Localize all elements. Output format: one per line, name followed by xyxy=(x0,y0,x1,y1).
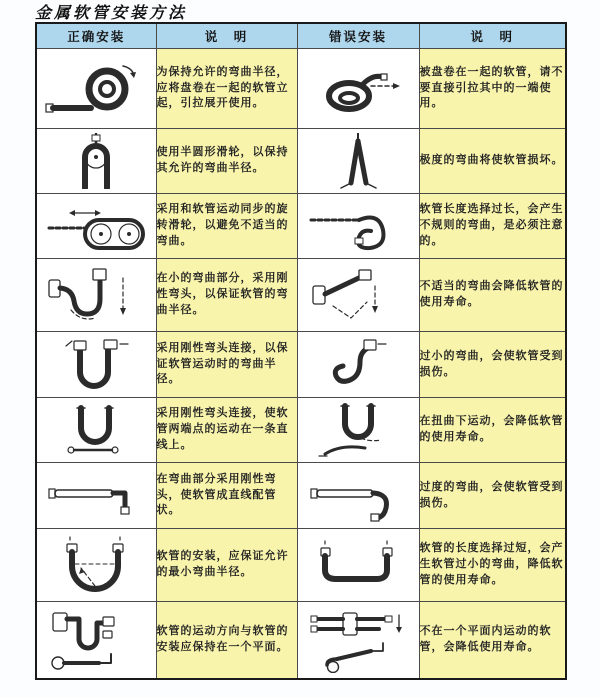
correct-note: 采用刚性弯头连接，以保证软管运动时的弯曲半径。 xyxy=(156,332,297,398)
table-row xyxy=(36,529,566,602)
synchronized-rotating-pulleys-icon xyxy=(41,198,151,254)
minimum-bend-radius-u-icon xyxy=(41,534,151,596)
wrong-image-cell xyxy=(297,259,419,332)
u-hose-endpoints-straight-line-icon xyxy=(41,402,151,458)
overlong-hose-irregular-loop-icon xyxy=(303,198,413,254)
correct-image-cell xyxy=(36,463,156,529)
table-row xyxy=(36,194,566,259)
header-correct-install: 正确安装 xyxy=(36,23,156,49)
wrong-note: 被盘卷在一起的软管，请不要直接引拉其中的一端使用。 xyxy=(419,49,566,129)
correct-image-cell xyxy=(36,194,156,259)
coiled-hose-pulled-end-icon xyxy=(303,56,413,122)
wrong-note: 不在一个平面内运动的软管，会降低使用寿命。 xyxy=(419,602,566,679)
wrong-note: 软管的长度选择过短，会产生软管过小的弯曲，降低软管的使用寿命。 xyxy=(419,529,566,602)
wrong-image-cell xyxy=(297,49,419,129)
installation-table xyxy=(35,22,567,680)
wrong-image-cell xyxy=(297,332,419,398)
correct-image-cell xyxy=(36,529,156,602)
correct-image-cell xyxy=(36,129,156,194)
correct-image-cell xyxy=(36,332,156,398)
rigid-elbow-u-connection-icon xyxy=(46,336,146,394)
u-hose-twisted-motion-icon xyxy=(303,402,413,458)
single-plane-routing-icon xyxy=(41,607,151,673)
correct-note: 使用半圆形滑轮，以保持其允许的弯曲半径。 xyxy=(156,129,297,194)
wrong-image-cell xyxy=(297,194,419,259)
wrong-note: 过小的弯曲，会使软管受到损伤。 xyxy=(419,332,566,398)
wrong-image-cell xyxy=(297,129,419,194)
straight-hose-rigid-elbow-icon xyxy=(41,467,151,525)
rigid-elbow-small-bend-icon xyxy=(41,264,151,326)
wrong-image-cell xyxy=(297,529,419,602)
too-small-bend-hose-icon xyxy=(308,336,408,394)
improper-sharp-bend-icon xyxy=(303,264,413,326)
correct-image-cell xyxy=(36,602,156,679)
out-of-plane-motion-icon xyxy=(303,607,413,673)
table-row xyxy=(36,332,566,398)
wrong-note: 过度的弯曲，会使软管受到损伤。 xyxy=(419,463,566,529)
header-row xyxy=(36,23,566,49)
header-wrong-install: 错误安装 xyxy=(297,23,419,49)
correct-note: 采用和软管运动同步的旋转滑轮，以避免不适当的弯曲。 xyxy=(156,194,297,259)
header-description-2: 说 明 xyxy=(419,23,566,49)
wrong-image-cell xyxy=(297,463,419,529)
correct-note: 为保持允许的弯曲半径，应将盘卷在一起的软管立起，引拉展开使用。 xyxy=(156,49,297,129)
too-short-hose-flat-u-icon xyxy=(303,534,413,596)
straight-hose-overbent-end-icon xyxy=(303,467,413,525)
table-row xyxy=(36,129,566,194)
header-description-1: 说 明 xyxy=(156,23,297,49)
correct-image-cell xyxy=(36,398,156,463)
table-row xyxy=(36,259,566,332)
table-row xyxy=(36,49,566,129)
page-title: 金属软管安装方法 xyxy=(35,3,188,22)
correct-note: 在小的弯曲部分，采用刚性弯头，以保证软管的弯曲半径。 xyxy=(156,259,297,332)
correct-note: 在弯曲部分采用刚性弯头，使软管成直线配管状。 xyxy=(156,463,297,529)
wrong-note: 软管长度选择过长，会产生不规则的弯曲，是必须注意的。 xyxy=(419,194,566,259)
extreme-bend-hanging-hose-icon xyxy=(308,133,408,189)
coiled-hose-upright-icon xyxy=(41,56,151,122)
wrong-note: 在扭曲下运动，会降低软管的使用寿命。 xyxy=(419,398,566,463)
table-row xyxy=(36,398,566,463)
wrong-image-cell xyxy=(297,398,419,463)
semicircular-pulley-hose-icon xyxy=(46,133,146,189)
table-row xyxy=(36,463,566,529)
correct-note: 软管的运动方向与软管的安装应保持在一个平面。 xyxy=(156,602,297,679)
correct-note: 软管的安装，应保证允许的最小弯曲半径。 xyxy=(156,529,297,602)
correct-image-cell xyxy=(36,49,156,129)
wrong-note: 不适当的弯曲会降低软管的使用寿命。 xyxy=(419,259,566,332)
table-row xyxy=(36,602,566,679)
wrong-image-cell xyxy=(297,602,419,679)
correct-note: 采用刚性弯头连接，使软管两端点的运动在一条直线上。 xyxy=(156,398,297,463)
correct-image-cell xyxy=(36,259,156,332)
wrong-note: 极度的弯曲将使软管损坏。 xyxy=(419,129,566,194)
